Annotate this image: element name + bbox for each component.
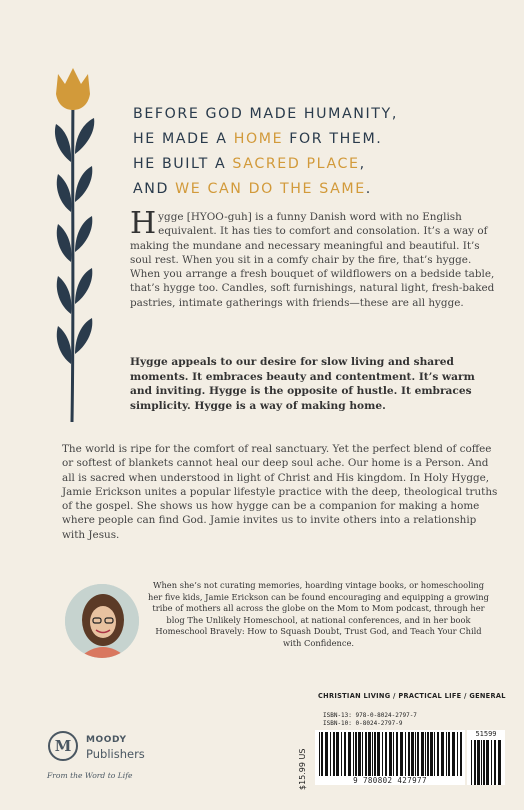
barcode-bar xyxy=(434,732,435,776)
headline-text: HE MADE A xyxy=(133,131,234,147)
headline-text: HE BUILT A xyxy=(133,156,233,172)
barcode-bar xyxy=(460,732,462,776)
barcode-bar xyxy=(336,732,339,776)
barcode-bar xyxy=(353,732,354,776)
barcode-bar xyxy=(348,732,351,776)
headline-text: FOR THEM. xyxy=(283,131,383,147)
isbn-10: ISBN-10: 0-8024-2797-9 xyxy=(323,720,403,727)
stem-leaves xyxy=(55,118,94,364)
headline-accent: SACRED PLACE xyxy=(232,156,360,172)
addon-number: 51599 xyxy=(475,730,497,738)
barcode-bar xyxy=(474,740,476,785)
barcode-bar xyxy=(365,732,367,776)
definition-text: ygge [HYOO-guh] is a funny Danish word with no English equivalent. It has ties to comfort and consolation. It’s a way of making the mundane and necessary meaningful and beautiful. It’s soul rest. When you sit in a comfy chair by the fire, that’s hygge. When you arrange a fresh bouquet of wildflowers on a bedside table, that’s hygge too. Candles, soft furnishings, natural light, fresh-baked pastries, intimate gatherings with friends—these are all hygge. xyxy=(130,211,495,309)
headline-text: AND xyxy=(133,181,176,197)
barcode-bar xyxy=(486,740,489,785)
barcode-bar xyxy=(491,740,492,785)
headline-line-1: BEFORE GOD MADE HUMANITY, xyxy=(133,106,398,122)
isbn-13: ISBN-13: 978-0-8024-2797-7 xyxy=(323,712,417,719)
barcode-bar xyxy=(372,732,373,776)
hygge-bold-paragraph: Hygge appeals to our desire for slow living and shared moments. It embraces beauty and contentment. It’s warm and inviting. Hygge is the opposite of hustle. It embraces simplicity. Hygge is a way of making home. xyxy=(130,356,475,412)
barcode-bar xyxy=(448,732,450,776)
book-category: CHRISTIAN LIVING / PRACTICAL LIFE / GENERAL xyxy=(318,692,506,700)
barcode-bar xyxy=(430,732,433,776)
publisher-name-top: MOODY xyxy=(86,735,127,745)
barcode-bar xyxy=(483,740,485,785)
barcode-bar xyxy=(471,740,472,785)
barcode-bar xyxy=(400,732,403,776)
author-photo xyxy=(65,584,139,658)
publisher-name-bottom: Publishers xyxy=(86,747,145,761)
addon-bars-icon xyxy=(467,730,505,785)
barcode-bar xyxy=(441,732,444,776)
barcode-bar xyxy=(421,732,424,776)
barcode-bar xyxy=(355,732,357,776)
author-bio: When she’s not curating memories, hoarding vintage books, or homeschooling her five kids, Jamie Erickson can be found encouraging and equipping a growing tribe of mothers all across the globe on the Mom to Mom podcast, through her blog The Unlikely Homeschool, at national conferences, and in her book Homeschool Bravely: How to Squash Doubt, Trust God, and Teach Your Child with Confidence. xyxy=(148,580,489,648)
tulip-illustration xyxy=(38,62,128,422)
barcode-bar xyxy=(382,732,383,776)
moody-logo-icon: M xyxy=(48,731,78,761)
barcode-bar xyxy=(377,732,380,776)
barcode-bar xyxy=(494,740,496,785)
book-description-paragraph: The world is ripe for the comfort of real sanctuary. Yet the perfect blend of coffee or softest of blankets cannot heal our deep soul ache. Our home is a Person. And all is sacred when understood in light of Christ and His kingdom. In Holy Hygge, Jamie Erickson unites a popular lifestyle practice with the deep, theological truths of the gospel. She shows us how hygge can be a companion for making a home where people can find God. Jamie invites us to invite others into a relationship with Jesus. xyxy=(62,443,498,541)
publisher-tagline: From the Word to Life xyxy=(47,771,133,780)
isbn-block xyxy=(323,712,417,728)
price-addon-barcode xyxy=(467,730,505,785)
barcode-bar xyxy=(452,732,455,776)
barcode-bar xyxy=(417,732,419,776)
barcode-bar xyxy=(396,732,398,776)
flower-stem xyxy=(72,100,73,422)
headline-line-4 xyxy=(133,177,503,202)
barcode-bar xyxy=(344,732,346,776)
headline-accent: HOME xyxy=(233,131,284,147)
tulip-bloom xyxy=(56,68,90,110)
barcode-bar xyxy=(481,740,482,785)
barcode-bar xyxy=(362,732,363,776)
barcode-bar xyxy=(427,732,429,776)
headline-text: . xyxy=(365,181,372,197)
headline xyxy=(133,102,503,202)
headline-accent: WE CAN DO THE SAME xyxy=(175,181,366,197)
headline-line-2 xyxy=(133,127,503,152)
barcode-number: 9 780802 427977 xyxy=(315,776,465,785)
barcode-bar xyxy=(333,732,335,776)
drop-cap: H xyxy=(130,206,157,241)
barcode-bar xyxy=(341,732,342,776)
barcode-bar xyxy=(389,732,392,776)
barcode-bar xyxy=(319,732,320,776)
barcode-bar xyxy=(415,732,416,776)
headline-line-3 xyxy=(133,152,503,177)
barcode-bar xyxy=(408,732,410,776)
barcode-bar xyxy=(437,732,439,776)
barcode-bar xyxy=(446,732,447,776)
author-portrait-icon xyxy=(65,584,139,658)
barcode-bars-icon xyxy=(315,730,465,776)
barcode-bar xyxy=(325,732,328,776)
barcode-bar xyxy=(374,732,376,776)
barcode-bar xyxy=(393,732,394,776)
barcode-bar xyxy=(425,732,426,776)
barcode-bar xyxy=(457,732,458,776)
barcode-bar xyxy=(321,732,323,776)
barcode-bar xyxy=(405,732,406,776)
price-label: $15.99 US xyxy=(298,748,307,790)
barcode-bar xyxy=(358,732,361,776)
barcode-bar xyxy=(385,732,387,776)
hygge-definition-paragraph xyxy=(130,206,498,310)
barcode-bar xyxy=(368,732,371,776)
headline-text: , xyxy=(359,156,366,172)
barcode-bar xyxy=(411,732,414,776)
barcode-bar xyxy=(330,732,331,776)
barcode-bar xyxy=(477,740,480,785)
barcode-bar xyxy=(498,740,501,785)
